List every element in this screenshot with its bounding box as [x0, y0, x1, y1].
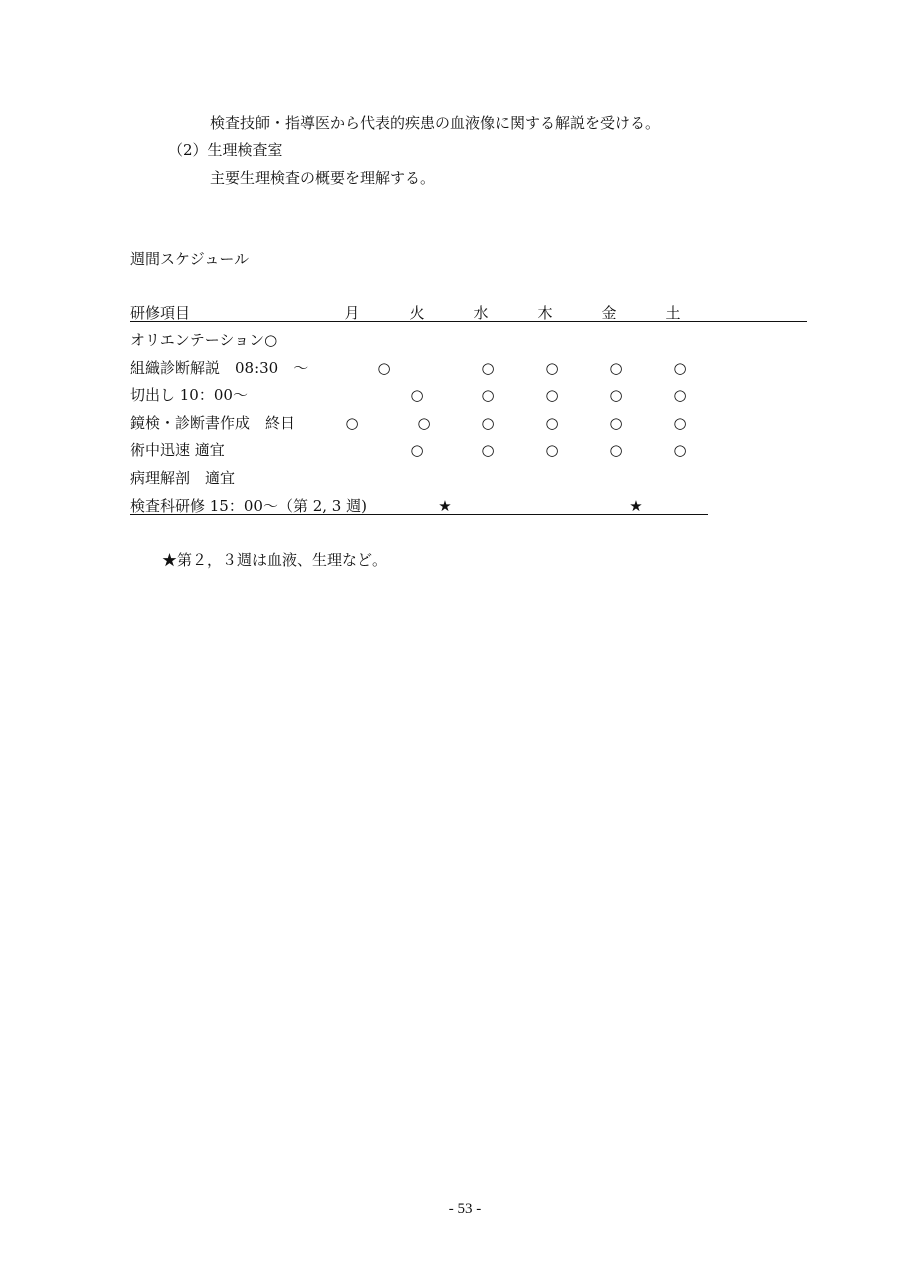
footnote: ★第２，３週は血液、生理など。 [162, 551, 388, 569]
row-3-mark-mon: ○ [345, 414, 359, 432]
row-2-mark-fri: ○ [609, 386, 623, 404]
row-2-mark-sat: ○ [673, 386, 687, 404]
row-4-mark-sat: ○ [673, 441, 687, 459]
row-1-mark-fri: ○ [609, 359, 623, 377]
row-2-mark-wed: ○ [481, 386, 495, 404]
row-1-mark-mon: ○ [377, 359, 391, 377]
intro-line-1: 検査技師・指導医から代表的疾患の血液像に関する解説を受ける。 [210, 114, 661, 132]
row-4-mark-tue: ○ [410, 441, 424, 459]
row-2-mark-thu: ○ [545, 386, 559, 404]
section-2-body: 主要生理検査の概要を理解する。 [210, 169, 436, 187]
row-1-mark-thu: ○ [545, 359, 559, 377]
row-label-histology: 組織診断解説 08:30 ～ [130, 359, 309, 377]
row-label-microscopy: 鏡検・診断書作成 終日 [130, 414, 296, 432]
page-number: - 53 - [448, 1201, 482, 1217]
schedule-title: 週間スケジュール [130, 250, 250, 268]
day-header-mon: 月 [344, 304, 360, 322]
day-header-wed: 水 [473, 304, 489, 322]
schedule-header-item: 研修項目 [130, 304, 191, 322]
row-label-orientation: オリエンテーション○ [130, 331, 278, 349]
row-4-mark-wed: ○ [481, 441, 495, 459]
row-3-mark-fri: ○ [609, 414, 623, 432]
row-3-mark-sat: ○ [673, 414, 687, 432]
table-bottom-line [130, 514, 708, 515]
header-underline [130, 321, 807, 322]
day-header-sat: 土 [665, 304, 681, 322]
day-header-fri: 金 [601, 304, 617, 322]
day-header-tue: 火 [409, 304, 425, 322]
row-1-mark-wed: ○ [481, 359, 495, 377]
row-label-autopsy: 病理解剖 適宜 [130, 469, 236, 487]
row-6-star-tue: ★ [438, 497, 452, 515]
row-3-mark-wed: ○ [481, 414, 495, 432]
row-label-grossing: 切出し 10：00～ [130, 386, 248, 404]
row-3-mark-tue: ○ [417, 414, 431, 432]
row-1-mark-sat: ○ [673, 359, 687, 377]
row-4-mark-thu: ○ [545, 441, 559, 459]
row-3-mark-thu: ○ [545, 414, 559, 432]
section-2-heading: （2）生理検査室 [168, 141, 283, 159]
row-6-star-sat: ★ [629, 497, 643, 515]
row-label-lab-training: 検査科研修 15：00～（第 2, 3 週) [130, 497, 367, 515]
row-label-intraoperative: 術中迅速 適宜 [130, 441, 225, 459]
row-4-mark-fri: ○ [609, 441, 623, 459]
row-2-mark-tue: ○ [410, 386, 424, 404]
day-header-thu: 木 [537, 304, 553, 322]
